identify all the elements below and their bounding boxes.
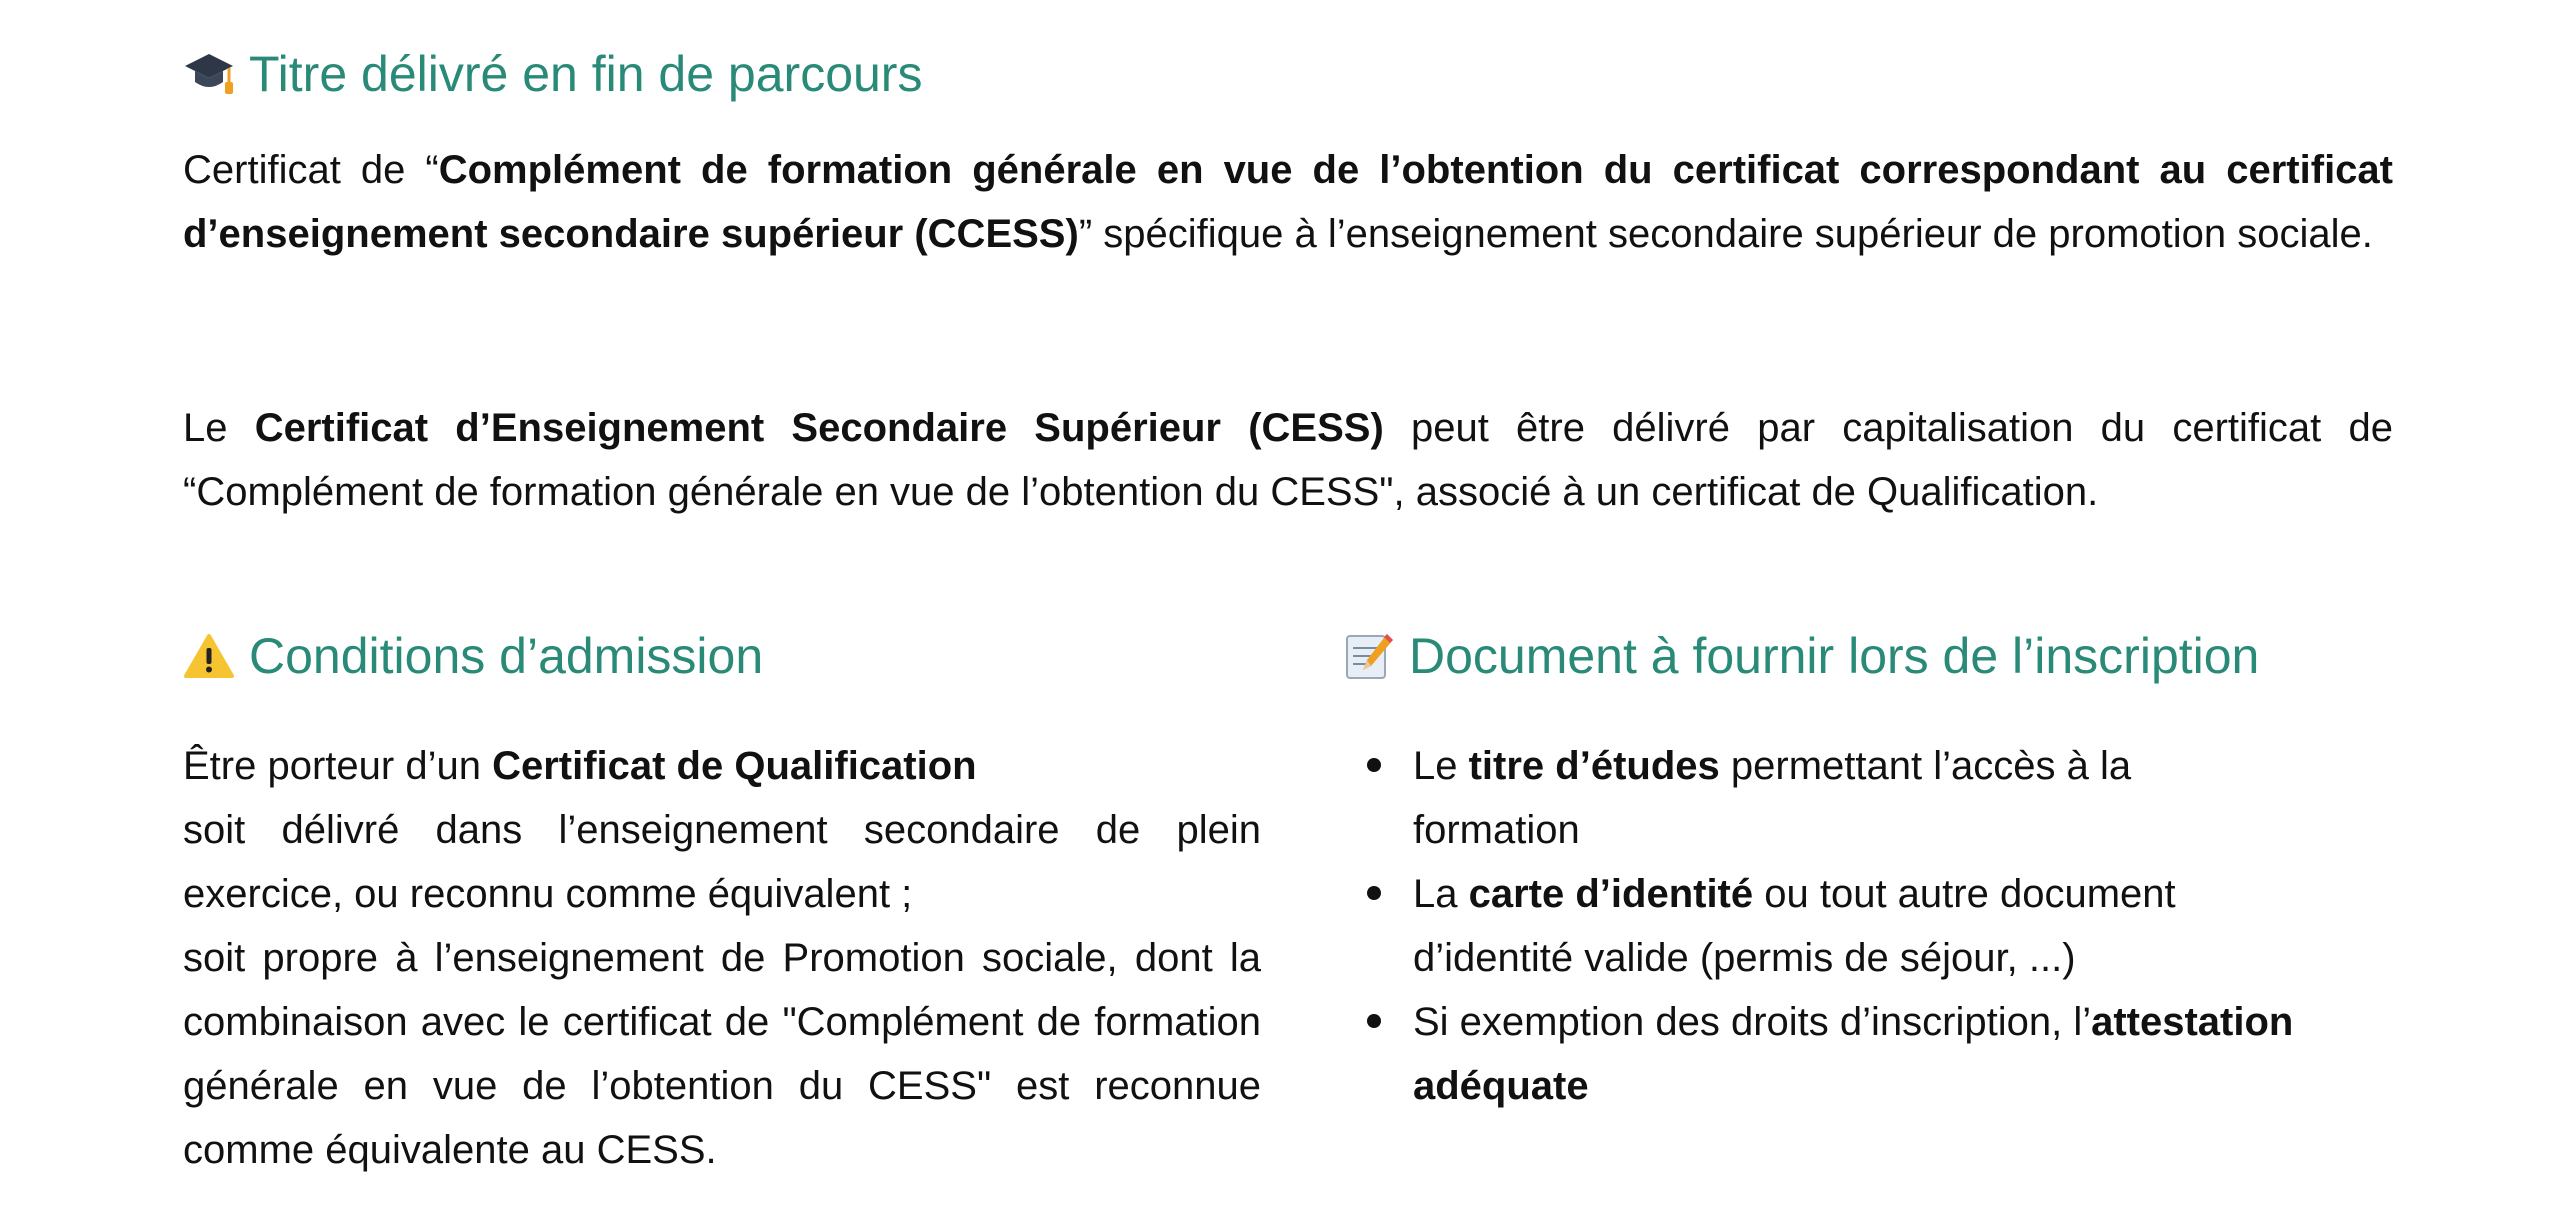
diploma-name: Complément de formation générale en vue de l’obtention du certificat correspondant au certificat d’enseignement secondaire supérieur (CCESS)	[183, 148, 2393, 256]
paragraph-text: peut être délivré par capitalisation du certificat de “Complément de formation générale en vue de l’obtention du CESS", associé à un certificat de Qualification.	[183, 406, 2393, 514]
list-item	[1343, 990, 2303, 1118]
paragraph-text: Le	[183, 406, 255, 450]
admission-line: soit propre à l’enseignement de Promotion sociale, dont la combinaison avec le certificat de "Complément de formation générale en vue de l’obtention du CESS" est reconnue comme équivalente au CESS.	[183, 936, 1261, 1172]
list-item	[1343, 862, 2303, 990]
memo-icon	[1343, 630, 1395, 682]
paragraph-text: Certificat de “	[183, 148, 439, 192]
documents-list	[1343, 734, 2303, 1118]
cess-name: Certificat d’Enseignement Secondaire Supérieur (CESS)	[254, 406, 1384, 450]
documents-heading-text: Document à fournir lors de l’inscription	[1409, 628, 2260, 684]
paragraph-text: Être porteur d’un	[183, 744, 493, 788]
qualification-name: Certificat de Qualification	[492, 744, 977, 788]
item-text: Le	[1413, 744, 1469, 788]
admission-heading-text: Conditions d’admission	[249, 628, 764, 684]
item-bold: carte d’identité	[1468, 872, 1754, 916]
section-heading-title	[183, 48, 922, 100]
list-item	[1343, 734, 2303, 862]
item-text: Si exemption des droits d’inscription, l’	[1413, 1000, 2092, 1044]
admission-line: soit délivré dans l’enseignement secondaire de plein exercice, ou reconnu comme équivalent ;	[183, 808, 1261, 916]
item-text: La	[1413, 872, 1469, 916]
section-title-text: Titre délivré en fin de parcours	[249, 46, 923, 102]
item-bold: titre d’études	[1468, 744, 1720, 788]
diploma-paragraph	[183, 138, 2393, 266]
admission-line	[183, 734, 1261, 798]
admission-conditions	[183, 734, 1261, 1182]
graduation-cap-icon	[183, 48, 235, 100]
item-text: permettant l’accès à la formation	[1413, 744, 2132, 852]
item-bold: attestation adéquate	[1413, 1000, 2294, 1108]
warning-icon	[183, 630, 235, 682]
section-heading-documents	[1343, 630, 2259, 682]
item-text: ou tout autre document d’identité valide (permis de séjour, ...)	[1413, 872, 2176, 980]
paragraph-text: ” spécifique à l’enseignement secondaire supérieur de promotion sociale.	[1078, 212, 2373, 256]
section-heading-admission	[183, 630, 763, 682]
cess-paragraph	[183, 396, 2393, 524]
